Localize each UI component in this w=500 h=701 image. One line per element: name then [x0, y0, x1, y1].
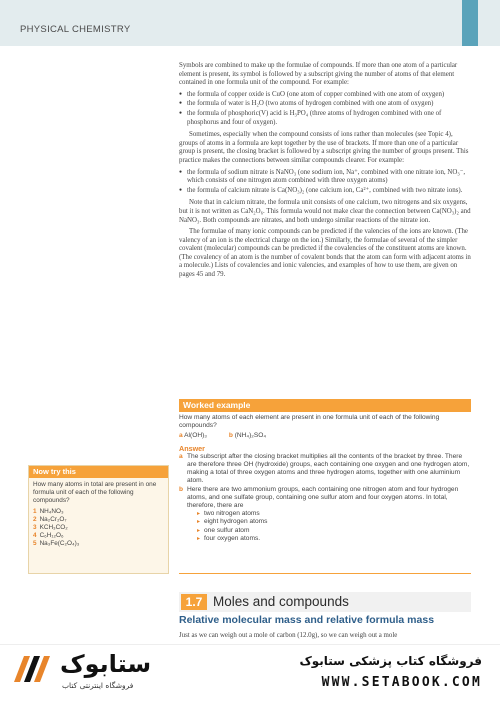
option-label: a — [179, 432, 183, 440]
item-number: 4 — [33, 532, 37, 539]
paragraph: Sometimes, especially when the compound consists of ions rather than molecules (see Topic 4), groups of atoms in a formula are kept together by the use of brackets. If more than one of a particular group is present, the closing bracket is followed by a subscript giving the number of groups present. This practice makes the connections between similar compounds clearer. For example: — [179, 131, 469, 164]
answer-label: b — [179, 485, 184, 493]
answer-text: Here there are two ammonium groups, each containing one nitrogen atom and four hydrogen atoms, and one sulfate group, containing one sulfur atom and four oxygen atoms. In total, therefore, there are — [187, 485, 459, 510]
option-text: Al(OH)₃ — [184, 432, 207, 440]
list-item: ● the formula of calcium nitrate is Ca(NO₃)₂ (one calcium ion, Ca²⁺, combined with two nitrate ions). — [179, 187, 471, 196]
section-title: Moles and compounds — [213, 594, 349, 609]
answer-list — [179, 453, 471, 543]
item-text: KCH₃CO₂ — [39, 524, 68, 531]
item-number: 5 — [33, 540, 37, 547]
try-this-title: Now try this — [29, 466, 168, 478]
list-item: ● the formula of phosphoric(V) acid is H₃PO₄ (three atoms of hydrogen combined with one of phosphorus and four of oxygen). — [179, 110, 471, 127]
question-options — [179, 432, 471, 440]
list-item — [33, 540, 164, 548]
item-number: 1 — [33, 508, 37, 515]
item-number: 2 — [33, 516, 37, 523]
list-item: ▸ two nitrogen atoms — [197, 510, 471, 518]
item-text: Na₂Cr₂O₇ — [39, 516, 67, 523]
answer-text: The subscript after the closing bracket multiplies all the contents of the bracket by three. There are therefore three OH (hydroxide) groups, each containing one oxygen and one hydrogen atom, making a total of three oxygen atoms and three hydrogen atoms, together with one aluminium atom. — [187, 452, 470, 485]
list-item — [33, 532, 164, 540]
list-item — [33, 516, 164, 524]
answer-heading: Answer — [179, 443, 205, 453]
answer-item — [179, 486, 471, 543]
list-item: ▸ four oxygen atoms. — [197, 535, 471, 543]
option-label: b — [228, 432, 233, 440]
answer-sublist — [187, 510, 471, 543]
logo-tagline: فروشگاه اینترنتی کتاب — [62, 681, 134, 690]
list-item: ● the formula of water is H₂O (two atoms of hydrogen combined with one atom of oxygen) — [179, 100, 471, 109]
option-text: (NH₄)₂SO₄ — [234, 432, 267, 440]
item-text: C₆H₁₂O₆ — [39, 532, 64, 539]
list-item — [33, 508, 164, 516]
bullet-list — [179, 169, 471, 196]
paragraph: Symbols are combined to make up the formulae of compounds. If more than one atom of a particular element is present, its symbol is followed by a subscript giving the number of atoms of that element contained in one formula unit of the compound. For example: — [179, 62, 458, 87]
paragraph: The formulae of many ionic compounds can be predicted if the valencies of the ions are known. (The valency of an ion is the electrical charge on the ion.) Similarly, the formulae of several of the simpler covalent (molecular) compounds can be predicted if the covalencies of the constituent atoms are known. (The covalency of an atom is the number of covalent bonds that the atom can form with adjacent atoms in a molecule.) Lists of covalencies and ionic valencies, and examples of how to use them, are given on pages 45 and 79. — [179, 228, 471, 279]
worked-example-rule — [179, 573, 471, 574]
paragraph: Note that in calcium nitrate, the formula unit consists of one calcium, two nitrogens and six oxygens, but it is not written as CaN₂O₆. This formula would not make clear the connection between Ca(NO₃)₂ and NaNO₃. Both compounds are nitrates, and both undergo similar reactions of the nitrate ion. — [179, 199, 471, 224]
list-item: ● the formula of sodium nitrate is NaNO₃ (one sodium ion, Na⁺, combined with one nitrate ion, NO₃⁻, which consists of one nitrogen atom combined with three oxygen atoms) — [179, 169, 471, 186]
running-header: PHYSICAL CHEMISTRY — [20, 24, 131, 35]
answer-label: a — [179, 452, 183, 460]
chapter-tab — [462, 0, 478, 46]
try-this-body — [29, 478, 168, 551]
list-item — [33, 524, 164, 532]
option-a — [179, 432, 217, 439]
worked-example-title: Worked example — [183, 400, 251, 410]
main-text — [179, 62, 471, 283]
question: How many atoms of each element are present in one formula unit of each of the following compounds? — [179, 414, 440, 430]
list-item: ● the formula of copper oxide is CuO (one atom of copper combined with one atom of oxygen) — [179, 91, 471, 100]
answer-item — [179, 453, 471, 486]
try-this-box — [28, 465, 169, 574]
logo-wordmark: ستابوک — [60, 650, 152, 678]
subheading: Relative molecular mass and relative formula mass — [179, 614, 435, 626]
worked-example-body — [179, 414, 471, 543]
bullet-list — [179, 91, 471, 127]
list-item: ▸ eight hydrogen atoms — [197, 518, 471, 526]
setabook-logo-icon — [10, 652, 56, 686]
try-this-list — [33, 508, 164, 548]
shop-name: فروشگاه کتاب پزشکی ستابوک — [299, 654, 482, 668]
header-band — [0, 0, 500, 46]
paragraph: Just as we can weigh out a mole of carbon (12.0g), so we can weigh out a mole — [179, 632, 398, 639]
item-text: NH₄NO₃ — [39, 508, 64, 515]
option-b — [229, 432, 276, 439]
item-number: 3 — [33, 524, 37, 531]
shop-url: WWW.SETABOOK.COM — [321, 675, 482, 690]
section-number: 1.7 — [181, 594, 207, 610]
item-text: Na₃Fe(C₂O₄)₃ — [39, 540, 80, 547]
list-item: ▸ one sulfur atom — [197, 527, 471, 535]
try-this-question: How many atoms in total are present in one formula unit of each of the following compounds? — [33, 481, 157, 504]
